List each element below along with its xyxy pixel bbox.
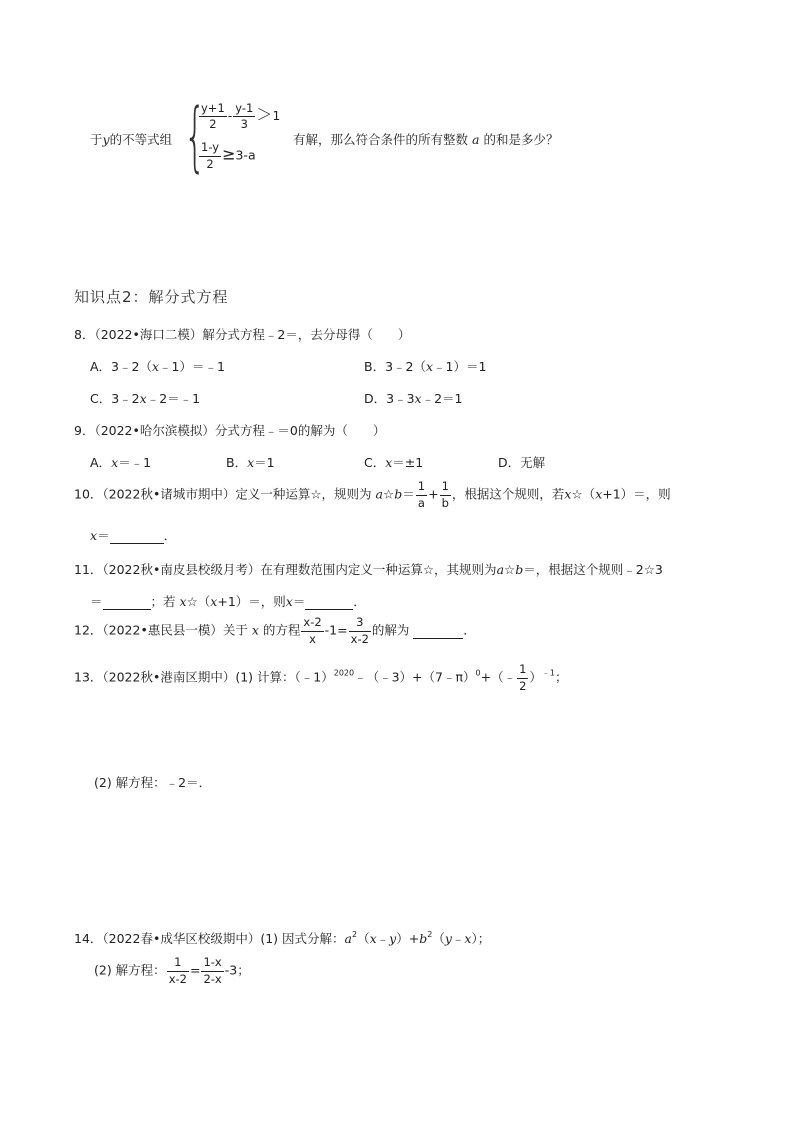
q8-option-b: B．3﹣2（x﹣1）＝1 — [364, 359, 487, 374]
q8-option-c: C．3﹣2x﹣2＝﹣1 — [90, 391, 201, 406]
q7-row2: $\frac{1-y}{2}$ ≥3-a — [201, 140, 256, 171]
q14-part2: (2) 解方程： $\frac{1}{x-2}$ = $\frac{1-x}{2-x}$ -3； — [94, 955, 250, 986]
q7-row1: $\frac{y+1}{2}$ - $\frac{y-1}{3}$ ＞1 — [201, 100, 281, 131]
section-title: 知识点2：解分式方程 — [74, 288, 229, 306]
fraction: $\frac{y+1}{2}$ — [201, 100, 225, 131]
q9-option-d: D．无解 — [498, 455, 546, 470]
q8-stem: 8．（2022•海口二模）解分式方程﹣2＝，去分母得（ ） — [74, 327, 411, 342]
answer-blank[interactable] — [305, 594, 353, 610]
fraction: $\frac{1}{b}$ — [441, 479, 449, 510]
q10-line1: 10．（2022秋•诸城市期中）定义一种运算☆，规则为 a☆b＝ $\frac{1}{a}$ + $\frac{1}{b}$ ，根据这个规则，若x☆（x+1）＝，则 — [74, 479, 671, 510]
q10-line2: x＝ ． — [90, 528, 177, 543]
fraction: $\frac{3}{x-2}$ — [350, 615, 369, 646]
fraction: $\frac{1}{2}$ — [519, 662, 527, 693]
fraction: $\frac{y-1}{3}$ — [235, 100, 254, 131]
q9-option-a: A．x＝﹣1 — [90, 455, 152, 470]
q14-part1: 14．（2022春•成华区校级期中）(1) 因式分解：$a^2(x﹣y)+b^2(y﹣x)$； — [74, 930, 491, 946]
q7 — [90, 91, 610, 180]
q9-option-b: B．x＝1 — [226, 455, 275, 470]
q13-part2: (2) 解方程：﹣2＝． — [94, 775, 212, 790]
q9-stem: 9．（2022•哈尔滨模拟）分式方程﹣＝0的解为（ ） — [74, 423, 386, 438]
q13-part1: 13．（2022秋•港南区期中）(1) 计算：（﹣1）$^{2020}$﹣（﹣3）+（7﹣π）$^0$+（﹣ $\frac{1}{2}$ ）$^{﹣1}$； — [74, 662, 568, 693]
q7-tail: 有解，那么符合条件的所有整数 a 的和是多少？ — [293, 132, 559, 147]
fraction: $\frac{x-2}{x}$ — [303, 615, 322, 646]
q8-option-a: A．3﹣2（x﹣1）＝﹣1 — [90, 359, 225, 374]
fraction: $\frac{1}{a}$ — [417, 479, 426, 510]
q9-option-c: C．x＝±1 — [364, 455, 424, 470]
left-brace: { — [184, 91, 206, 180]
answer-blank[interactable] — [103, 594, 151, 610]
q7-lead: 于y的不等式组 — [90, 132, 173, 147]
answer-blank[interactable] — [110, 528, 164, 544]
answer-blank[interactable] — [413, 623, 463, 639]
fraction: $\frac{1}{x-2}$ — [168, 955, 187, 986]
q11-line1: 11．（2022秋•南皮县校级月考）在有理数范围内定义一种运算☆，其规则为a☆b＝，根据这个规则﹣2☆3 — [74, 562, 663, 577]
fraction: $\frac{1-y}{2}$ — [201, 140, 220, 171]
q11-line2: ＝ ；若 x☆（x+1）＝，则x＝ ． — [90, 594, 366, 609]
fraction: $\frac{1-x}{2-x}$ — [203, 955, 222, 986]
q12: 12．（2022•惠民县一模）关于 x 的方程 $\frac{x-2}{x}$ -1= $\frac{3}{x-2}$ 的解为 ． — [74, 615, 476, 646]
q8-option-d: D．3﹣3x﹣2＝1 — [364, 391, 463, 406]
